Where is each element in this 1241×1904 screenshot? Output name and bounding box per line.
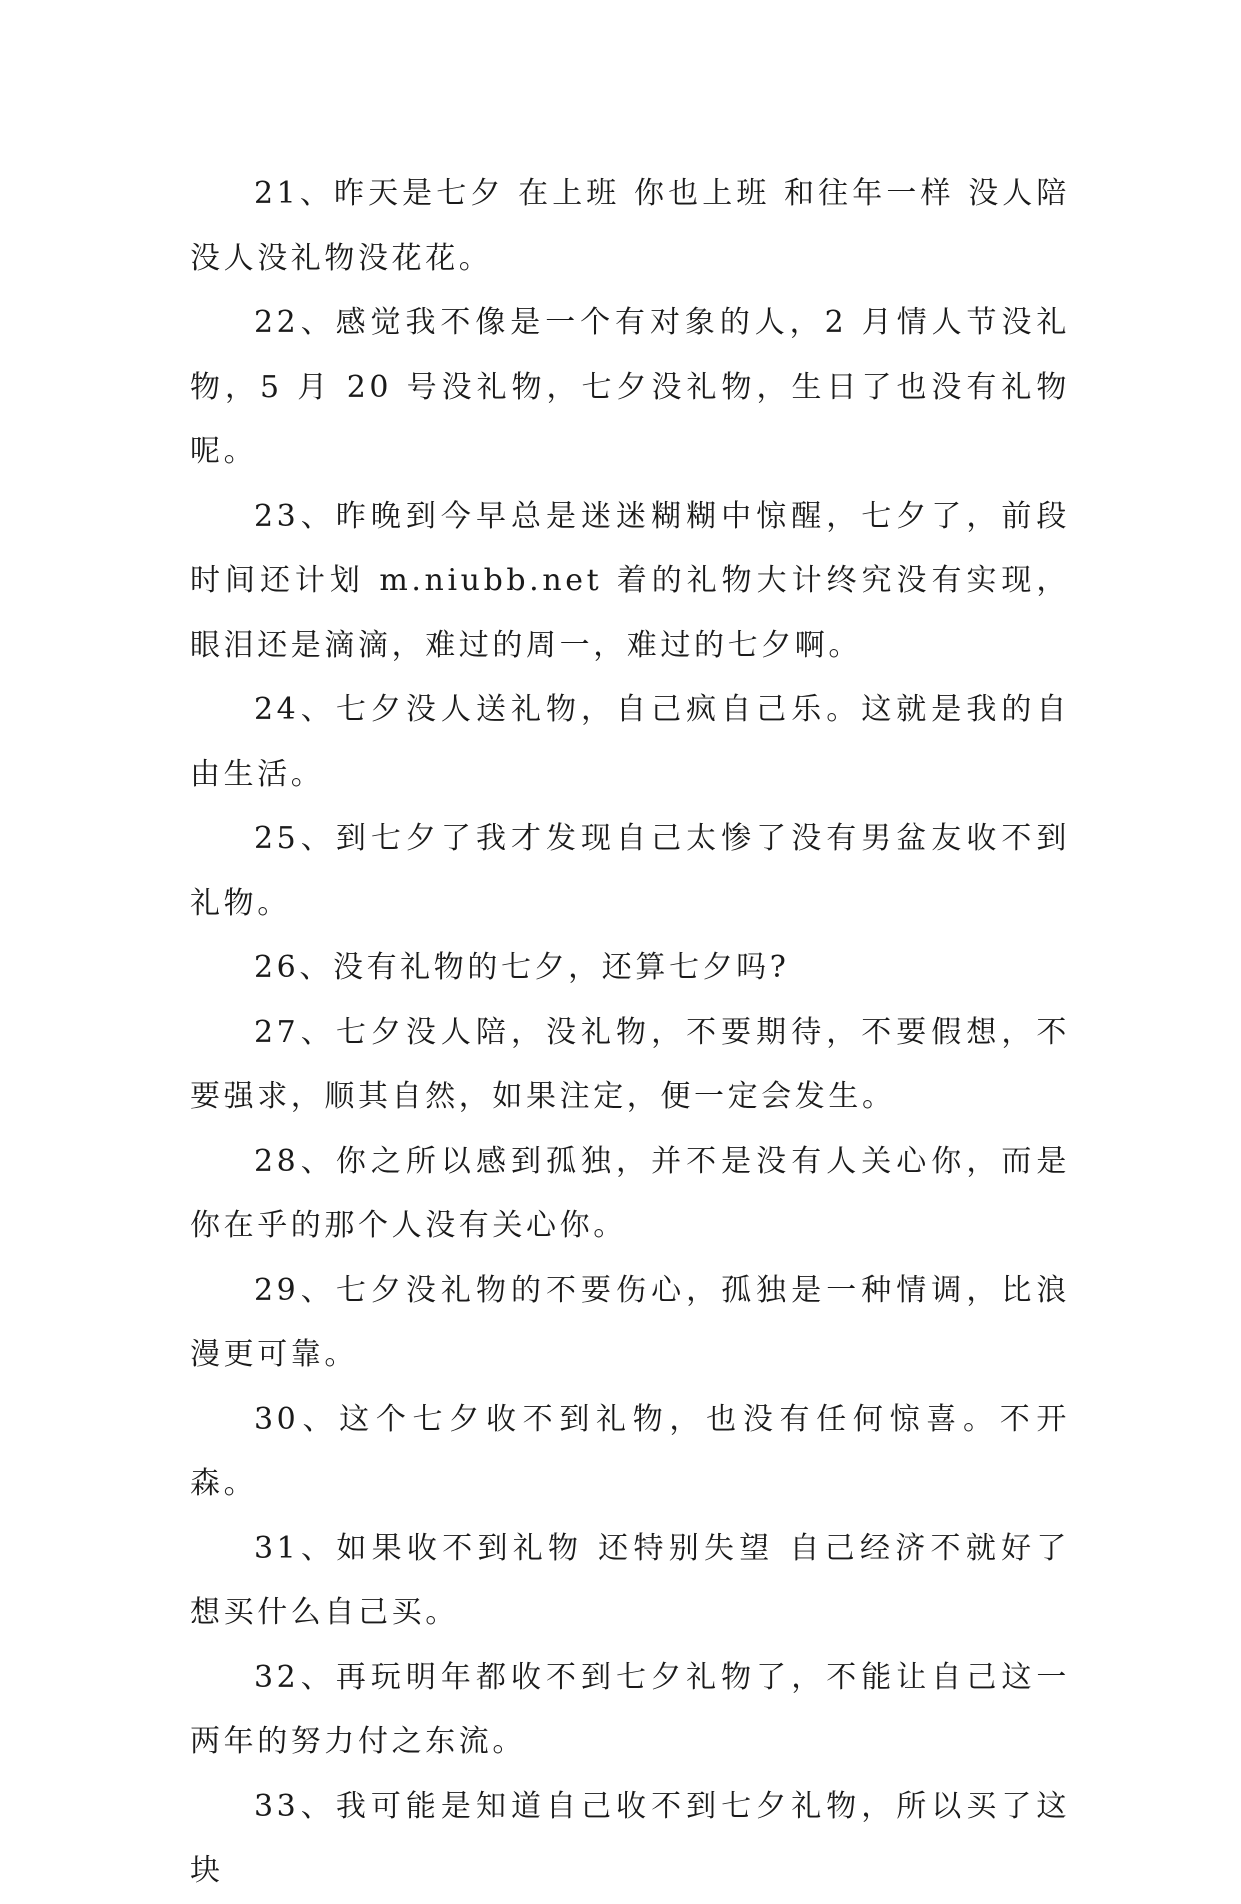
paragraph-23: 23、昨晚到今早总是迷迷糊糊中惊醒，七夕了，前段时间还计划 m.niubb.net 着的礼物大计终究没有实现，眼泪还是滴滴，难过的周一，难过的七夕啊。 [190, 498, 1070, 663]
paragraph-21: 21、昨天是七夕 在上班 你也上班 和往年一样 没人陪没人没礼物没花花。 [190, 176, 1070, 276]
paragraph-24: 24、七夕没人送礼物，自己疯自己乐。这就是我的自由生活。 [190, 692, 1070, 792]
paragraph-32: 32、再玩明年都收不到七夕礼物了，不能让自己这一两年的努力付之东流。 [190, 1659, 1070, 1759]
paragraph-27: 27、七夕没人陪，没礼物，不要期待，不要假想，不要强求，顺其自然，如果注定，便一定会发生。 [190, 1014, 1070, 1114]
paragraph-26: 26、没有礼物的七夕，还算七夕吗? [254, 950, 790, 985]
paragraph-28: 28、你之所以感到孤独，并不是没有人关心你，而是你在乎的那个人没有关心你。 [190, 1143, 1070, 1243]
paragraph-31: 31、如果收不到礼物 还特别失望 自己经济不就好了 想买什么自己买。 [190, 1530, 1070, 1630]
paragraph-30: 30、这个七夕收不到礼物，也没有任何惊喜。不开森。 [190, 1401, 1070, 1501]
document-body [190, 162, 1070, 1904]
paragraph-33: 33、我可能是知道自己收不到七夕礼物，所以买了这块 [190, 1788, 1070, 1888]
paragraph-29: 29、七夕没礼物的不要伤心，孤独是一种情调，比浪漫更可靠。 [190, 1272, 1070, 1372]
paragraph-22: 22、感觉我不像是一个有对象的人，2 月情人节没礼物，5 月 20 号没礼物，七夕没礼物，生日了也没有礼物呢。 [190, 305, 1070, 469]
paragraph-25: 25、到七夕了我才发现自己太惨了没有男盆友收不到礼物。 [190, 821, 1070, 921]
